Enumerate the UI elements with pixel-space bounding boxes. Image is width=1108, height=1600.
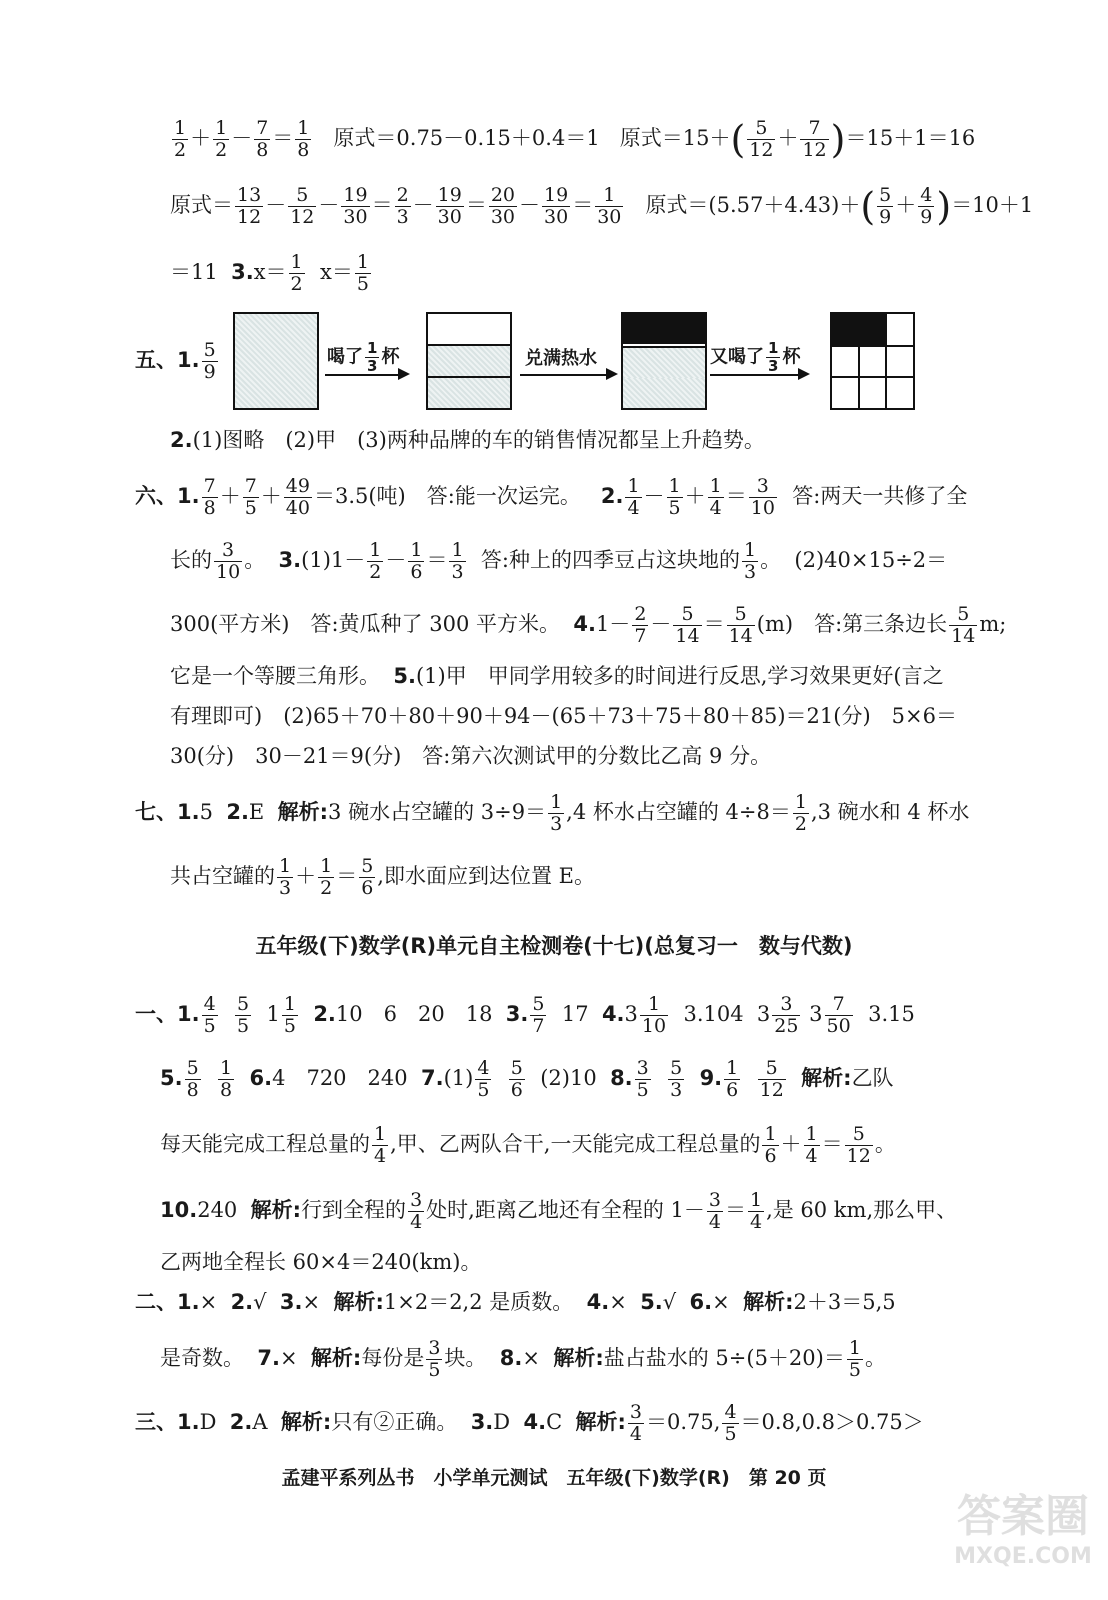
p1-line-4: 10.240 解析:行到全程的 $\frac{3}{4}$ 处时,距离乙地还有全程的 1－ $\frac{3}{4}$ ＝ $\frac{1}{4}$ ,是 60 km,那么甲、 [160, 1189, 958, 1233]
q5-2: 2.(1)图略 (2)甲 (3)两种品牌的车的销售情况都呈上升趋势。 [170, 428, 765, 452]
s6-line-3: 300(平方米) 答:黄瓜种了 300 平方米。 4.1－ $\frac{2}{7}$ － $\frac{5}{14}$ ＝ $\frac{5}{14}$ (m) 答:第三条边长 $\frac{5}{14}$ m; [170, 603, 1007, 647]
p2-line-1: 二、1.× 2.√ 3.× 解析:1×2＝2,2 是质数。 4.× 5.√ 6.× 解析:2＋3＝5,5 [135, 1290, 896, 1314]
exam-title: 五年级(下)数学(R)单元自主检测卷(十七)(总复习一 数与代数) [255, 934, 853, 958]
calc-line-3: ＝11 3.x＝ $\frac{1}{2}$ x＝ $\frac{1}{5}$ [170, 251, 369, 295]
arrow-label-2: 兑满热水 [525, 348, 597, 369]
watermark-logo: 答案圈 MXQE.COM [954, 1491, 1092, 1569]
s6-line-4: 它是一个等腰三角形。 5.(1)甲 甲同学用较多的时间进行反思,学习效果更好(言之 [170, 664, 944, 688]
s7-line-1: 七、1.5 2.E 解析:3 碗水占空罐的 3÷9＝ $\frac{1}{3}$ ,4 杯水占空罐的 4÷8＝ $\frac{1}{2}$ ,3 碗水和 4 杯水 [135, 791, 970, 835]
p1-line-3: 每天能完成工程总量的 $\frac{1}{4}$ ,甲、乙两队合干,一天能完成工程总量的 $\frac{1}{6}$ ＋ $\frac{1}{4}$ ＝ $\frac{5}{12}$ 。 [160, 1123, 896, 1167]
p1-line-5: 乙两地全程长 60×4＝240(km)。 [160, 1250, 482, 1274]
cup-refilled [621, 312, 707, 410]
s6-line-6: 30(分) 30－21＝9(分) 答:第六次测试甲的分数比乙高 9 分。 [170, 744, 772, 768]
section-5-label: 五、1. $\frac{5}{9}$ [135, 339, 216, 383]
full-cup [233, 312, 319, 410]
s6-line-2: 长的 $\frac{3}{10}$ 。 3.(1)1－ $\frac{1}{2}$ － $\frac{1}{6}$ ＝ $\frac{1}{3}$ 答:种上的四季豆占这块地的 $\frac{1}{3}$ 。 (2)40×15÷2＝ [170, 539, 948, 583]
p1-line-2: 5. $\frac{5}{8}$ $\frac{1}{8}$ 6.4 720 240 7.(1) $\frac{4}{5}$ $\frac{5}{6}$ (2)10 8. $\frac{3}{5}$ $\frac{5}{3}$ 9. $\frac{1}{6}$ $\frac{5}{12}$ 解析:乙队 [160, 1057, 894, 1101]
p2-line-2: 是奇数。 7.× 解析:每份是 $\frac{3}{5}$ 块。 8.× 解析:盐占盐水的 5÷(5＋20)＝ $\frac{1}{5}$ 。 [160, 1337, 886, 1381]
grid-cup [830, 312, 915, 410]
s6-line-5: 有理即可) (2)65＋70＋80＋90＋94－(65＋73＋75＋80＋85)＝21(分) 5×6＝ [170, 704, 957, 728]
s7-line-2: 共占空罐的 $\frac{1}{3}$ ＋ $\frac{1}{2}$ ＝ $\frac{5}{6}$ ,即水面应到达位置 E。 [170, 855, 595, 899]
s6-line-1: 六、1. $\frac{7}{8}$ ＋ $\frac{7}{5}$ ＋ $\frac{49}{40}$ ＝3.5(吨) 答:能一次运完。 2. $\frac{1}{4}$ － $\frac{1}{5}$ ＋ $\frac{1}{4}$ ＝ $\frac{3}{10}$ 答:两天一共修了全 [135, 475, 968, 519]
page-footer: 孟建平系列丛书 小学单元测试 五年级(下)数学(R) 第 20 页 [281, 1467, 827, 1489]
arrow-label-1: 喝了 $\frac{1}{3}$ 杯 [327, 339, 400, 375]
cup-two-thirds [426, 312, 512, 410]
p3-line-1: 三、1.D 2.A 解析:只有②正确。 3.D 4.C 解析: $\frac{3}{4}$ ＝0.75, $\frac{4}{5}$ ＝0.8,0.8＞0.75＞ [135, 1401, 924, 1445]
p1-line-1: 一、1. $\frac{4}{5}$ $\frac{5}{5}$ 1 $\frac{1}{5}$ 2.10 6 20 18 3. $\frac{5}{7}$ 17 4.3 $\frac{1}{10}$ 3.104 3 $\frac{3}{25}$ 3 $\frac{7}{50}$ 3.15 [135, 993, 915, 1037]
arrow-label-3: 又喝了 $\frac{1}{3}$ 杯 [710, 339, 801, 375]
calc-line-1: $\frac{1}{2}$ ＋ $\frac{1}{2}$ － $\frac{7}{8}$ ＝ $\frac{1}{8}$ 原式＝0.75－0.15＋0.4＝1 原式＝15＋( $\frac{5}{12}$ ＋ $\frac{7}{12}$ )＝15＋1＝16 [174, 117, 976, 162]
calc-line-2: 原式＝ $\frac{13}{12}$ － $\frac{5}{12}$ － $\frac{19}{30}$ ＝ $\frac{2}{3}$ － $\frac{19}{30}$ ＝ $\frac{20}{30}$ － $\frac{19}{30}$ ＝ $\frac{1}{30}$ 原式＝(5.57＋4.43)＋( $\frac{5}{9}$ ＋ $\frac{4}{9}$ )＝10＋1 [170, 184, 1034, 229]
